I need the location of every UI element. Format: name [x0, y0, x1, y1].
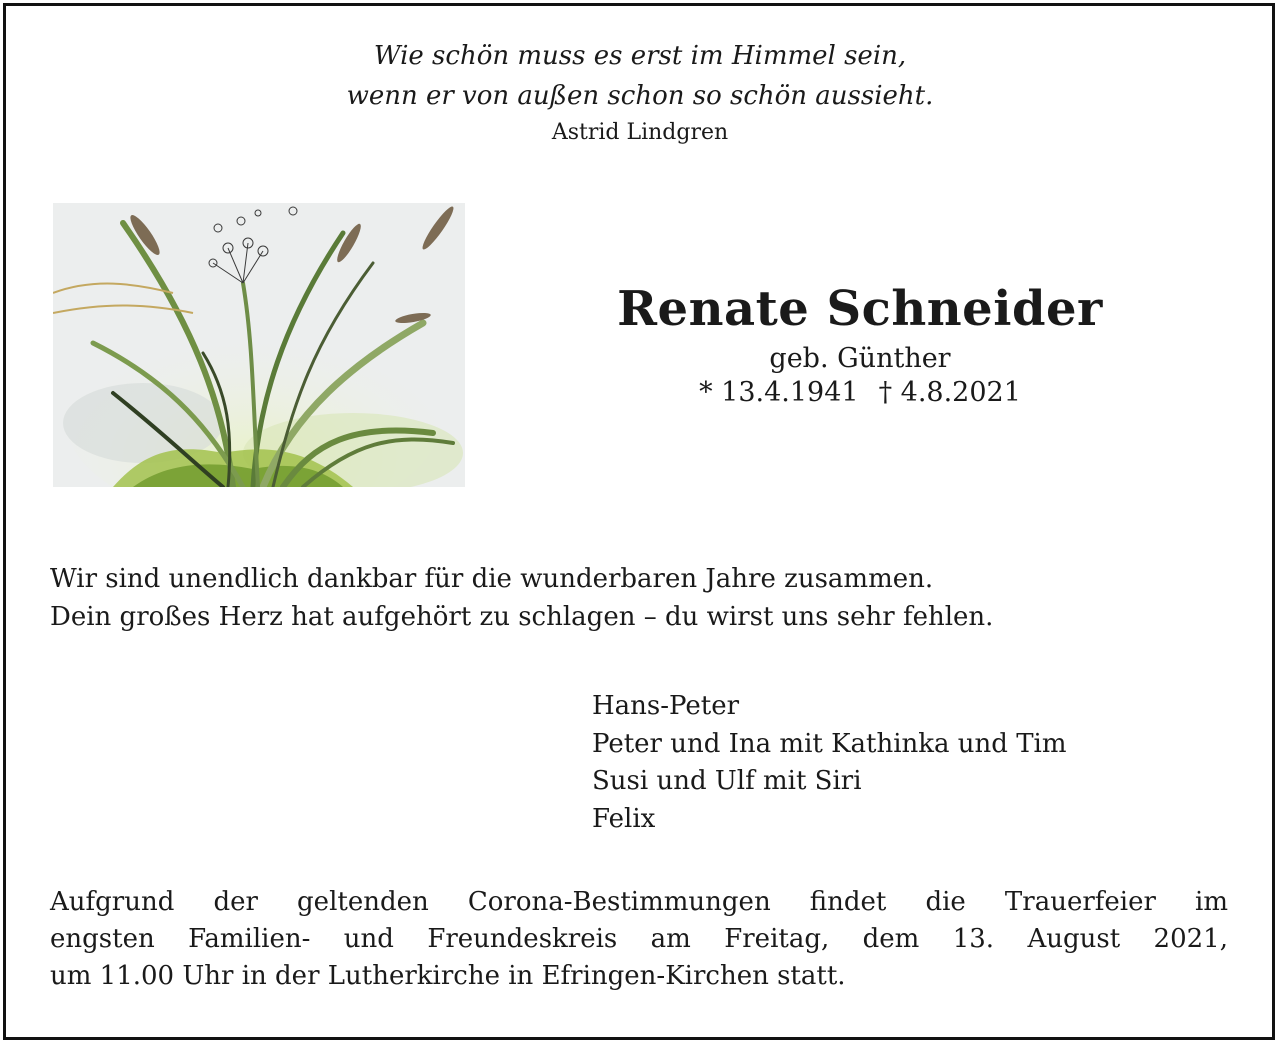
- mourners-list: [592, 688, 1067, 838]
- mourner-2: Peter und Ina mit Kathinka und Tim: [592, 728, 1067, 759]
- message-line-1: Wir sind unendlich dankbar für die wunderbaren Jahre zusammen.: [50, 564, 934, 594]
- mourner-4: Felix: [592, 803, 656, 834]
- mourner-1: Hans-Peter: [592, 691, 740, 721]
- quote-line-2: wenn er von außen schon so schön aussieht.: [346, 81, 934, 111]
- quote-author: Astrid Lindgren: [551, 120, 729, 145]
- grass-illustration-image: [53, 203, 465, 487]
- funeral-notice: [50, 884, 1228, 995]
- deceased-name: Renate Schneider: [617, 281, 1103, 337]
- mourner-3: Susi und Ulf mit Siri: [592, 766, 862, 796]
- quote-block: [0, 36, 1280, 148]
- deceased-block: [560, 278, 1160, 410]
- notice-line-2: engsten Familien- und Freundeskreis am Freitag, dem 13. August 2021,: [50, 924, 1228, 954]
- quote-line-1: Wie schön muss es erst im Himmel sein,: [373, 41, 907, 71]
- death-date: † 4.8.2021: [878, 377, 1021, 408]
- message-line-2: Dein großes Herz hat aufgehört zu schlagen – du wirst uns sehr fehlen.: [50, 602, 994, 632]
- notice-line-3: um 11.00 Uhr in der Lutherkirche in Efringen-Kirchen statt.: [50, 961, 846, 991]
- message-block: [50, 560, 993, 636]
- birth-date: * 13.4.1941: [699, 377, 859, 408]
- grass-watercolor-icon: [53, 203, 465, 487]
- life-dates: [560, 376, 1160, 410]
- maiden-name: geb. Günther: [769, 343, 951, 374]
- notice-line-1: Aufgrund der geltenden Corona-Bestimmungen findet die Trauerfeier im: [50, 887, 1228, 917]
